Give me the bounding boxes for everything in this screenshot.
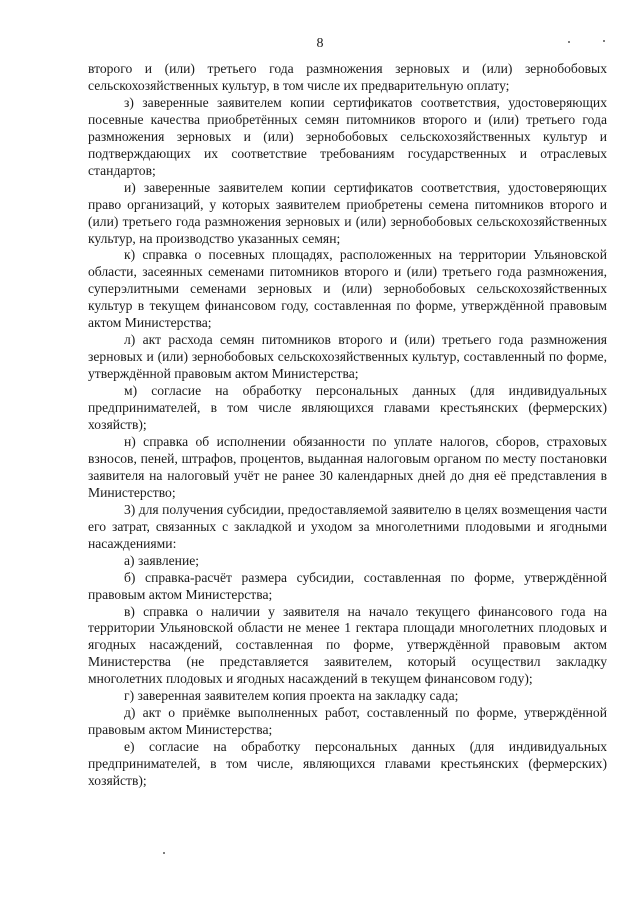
- paragraph-item-d: д) акт о приёмке выполненных работ, составленный по форме, утверждённой правовым актом Министерства;: [88, 705, 607, 738]
- paragraph-item-e: е) согласие на обработку персональных данных (для индивидуальных предпринимателей, в том числе, являющихся главами крестьянских (фермерских) хозяйств);: [88, 739, 607, 789]
- scan-speck: [603, 40, 605, 42]
- paragraph-item-i: и) заверенные заявителем копии сертификатов соответствия, удостоверяющих право организаций, у которых заявителем приобретены семена питомников второго и (или) третьего года размножения зерновых и (или) зернобобовых сельскохозяйственных культур, на производство указанных семян;: [88, 179, 607, 246]
- paragraph-item-k: к) справка о посевных площадях, расположенных на территории Ульяновской области, засеянных семенами питомников второго и (или) третьего года размножения, суперэлитными семенами зерновых и (или) зернобобовых сельскохозяйственных культур в текущем финансовом году, составленная по форме, утверждённой правовым актом Министерства;: [88, 247, 607, 331]
- paragraph-item-b: б) справка-расчёт размера субсидии, составленная по форме, утверждённой правовым актом Министерства;: [88, 569, 607, 602]
- paragraph-item-g: г) заверенная заявителем копия проекта на закладку сада;: [124, 688, 459, 704]
- scan-speck: [568, 41, 570, 43]
- paragraph-item-a: а) заявление;: [124, 552, 200, 568]
- document-body: [88, 61, 607, 790]
- paragraph-continuation: второго и (или) третьего года размножения зерновых и (или) зернобобовых сельскохозяйственных культур, в том числе их предварительную оплату;: [88, 61, 607, 93]
- page-number: 8: [316, 36, 324, 51]
- paragraph-item-m: м) согласие на обработку персональных данных (для индивидуальных предпринимателей, в том числе являющихся главами крестьянских (фермерских) хозяйств);: [88, 383, 607, 433]
- scan-speck: [163, 852, 165, 854]
- paragraph-item-n: н) справка об исполнении обязанности по уплате налогов, сборов, страховых взносов, пеней, штрафов, процентов, выданная налоговым органом по месту постановки заявителя на налоговый учёт не ранее 30 календарных дней до дня её представления в Министерство;: [88, 433, 607, 500]
- paragraph-item-z: з) заверенные заявителем копии сертификатов соответствия, удостоверяющих посевные качества приобретённых семян питомников второго и (или) третьего года размножения зерновых и (или) зернобобовых сельскохозяйственных культур и подтверждающих их соответствие требованиям государственных и отраслевых стандартов;: [88, 94, 607, 178]
- paragraph-item-l: л) акт расхода семян питомников второго и (или) третьего года размножения зерновых и (или) зернобобовых сельскохозяйственных культур, составленный по форме, утверждённой правовым актом Министерства;: [88, 332, 607, 382]
- paragraph-point-3: 3) для получения субсидии, предоставляемой заявителю в целях возмещения части его затрат, связанных с закладкой и уходом за многолетними плодовыми и ягодными насаждениями:: [88, 501, 607, 551]
- paragraph-item-v: в) справка о наличии у заявителя на начало текущего финансового года на территории Ульяновской области не менее 1 гектара площади многолетних плодовых и ягодных насаждений, составленная по форме, утверждённой правовым актом Министерства (не представляется заявителем, который осуществил закладку многолетних плодовых и ягодных насаждений в текущем финансовом году);: [88, 603, 607, 687]
